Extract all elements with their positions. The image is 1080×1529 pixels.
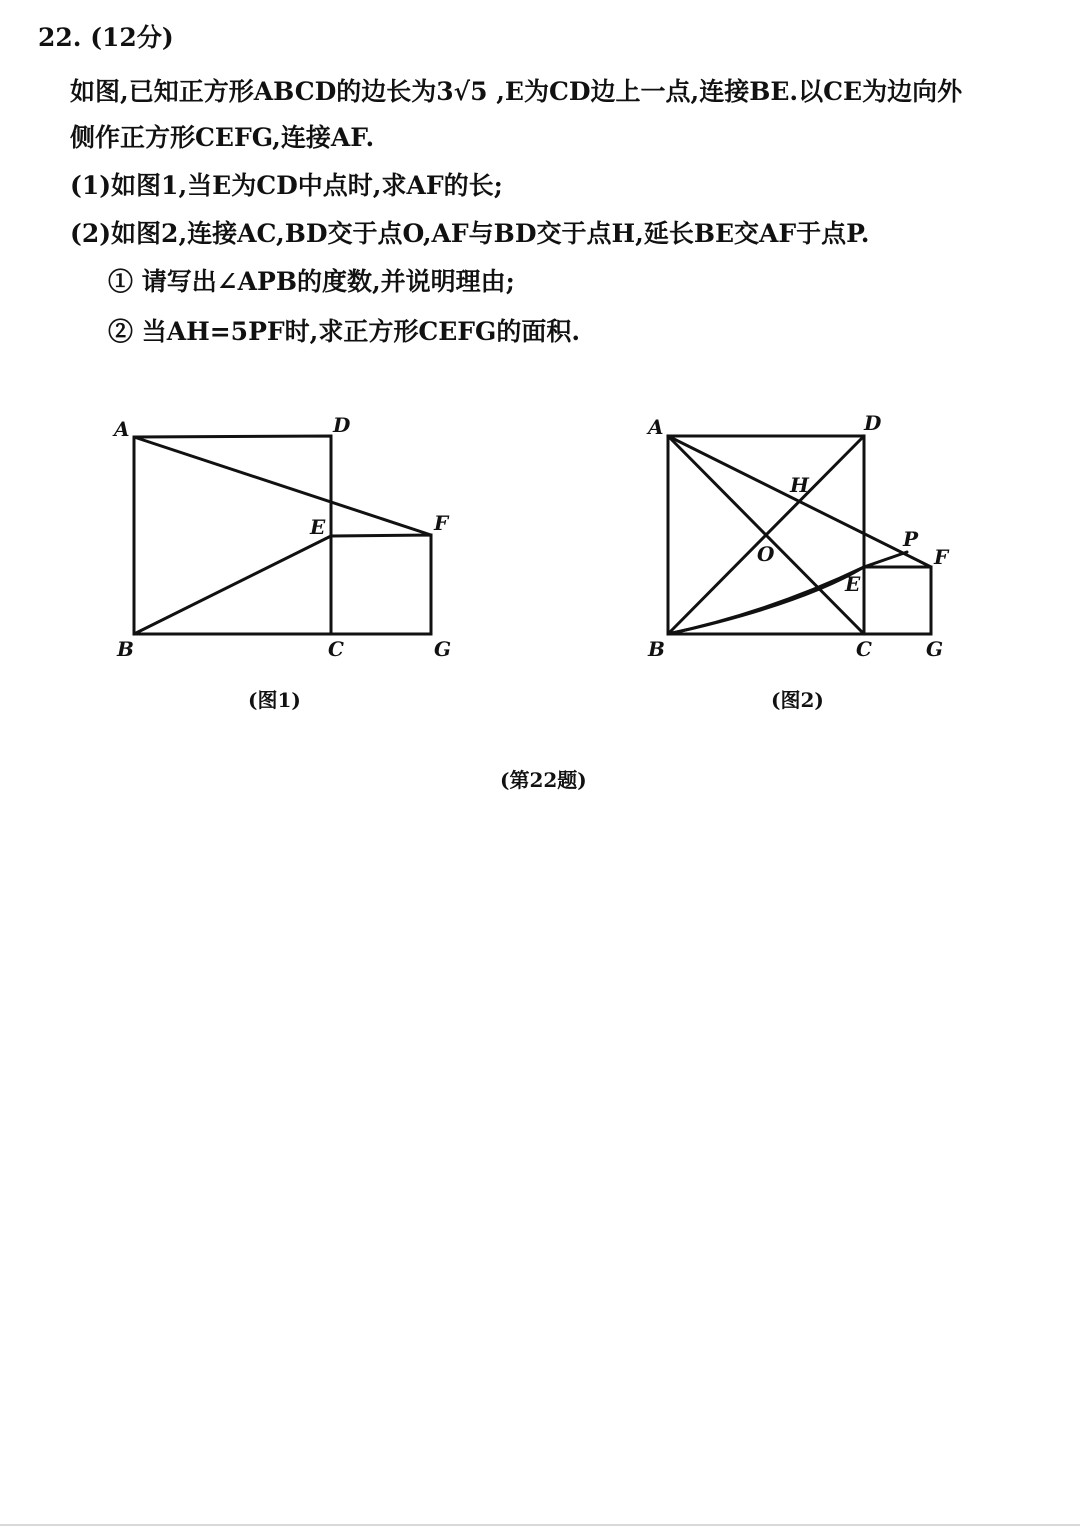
label-f: F xyxy=(434,511,449,535)
label-g: G xyxy=(926,637,944,661)
subquestion-2: (2)如图2,连接AC,BD交于点O,AF与BD交于点H,延长BE交AF于点P. xyxy=(70,219,870,248)
square-cefg xyxy=(864,567,931,634)
figure-2-caption: (图2) xyxy=(771,688,824,712)
label-a: A xyxy=(114,417,130,441)
square-cefg xyxy=(331,535,431,634)
figure-1 xyxy=(100,400,480,674)
label-f: F xyxy=(934,545,949,569)
label-c: C xyxy=(328,637,344,661)
figure-2-diagram xyxy=(630,400,960,670)
subquestion-1: (1)如图1,当E为CD中点时,求AF的长; xyxy=(70,171,503,200)
label-a: A xyxy=(648,415,664,439)
problem-statement-line-1: 如图,已知正方形ABCD的边长为3√5 ,E为CD边上一点,连接BE.以CE为边向外 xyxy=(70,77,963,106)
square-abcd xyxy=(134,436,331,634)
label-c: C xyxy=(856,637,872,661)
label-o: O xyxy=(757,542,775,566)
segment-bp xyxy=(668,552,907,634)
page-bottom-edge xyxy=(0,1524,1080,1526)
label-b: B xyxy=(648,637,665,661)
subquestion-2-part-1: ① 请写出∠APB的度数,并说明理由; xyxy=(108,267,515,296)
question-figure-caption: (第22题) xyxy=(500,768,587,792)
segment-be xyxy=(134,536,331,634)
figure-1-diagram xyxy=(100,400,480,670)
label-e: E xyxy=(310,515,326,539)
label-d: D xyxy=(864,411,882,435)
label-p: P xyxy=(903,527,919,551)
label-b: B xyxy=(117,637,134,661)
subquestion-2-part-2: ② 当AH=5PF时,求正方形CEFG的面积. xyxy=(108,317,581,346)
question-header: 22. (12分) xyxy=(38,23,174,52)
segment-af xyxy=(668,436,931,567)
figure-2 xyxy=(630,400,960,674)
segment-af xyxy=(134,437,431,535)
segment-be xyxy=(668,567,864,634)
label-d: D xyxy=(333,413,351,437)
label-g: G xyxy=(434,637,452,661)
label-h: H xyxy=(790,473,809,497)
problem-statement-line-2: 侧作正方形CEFG,连接AF. xyxy=(70,123,375,152)
figure-1-caption: (图1) xyxy=(248,688,301,712)
label-e: E xyxy=(845,572,861,596)
